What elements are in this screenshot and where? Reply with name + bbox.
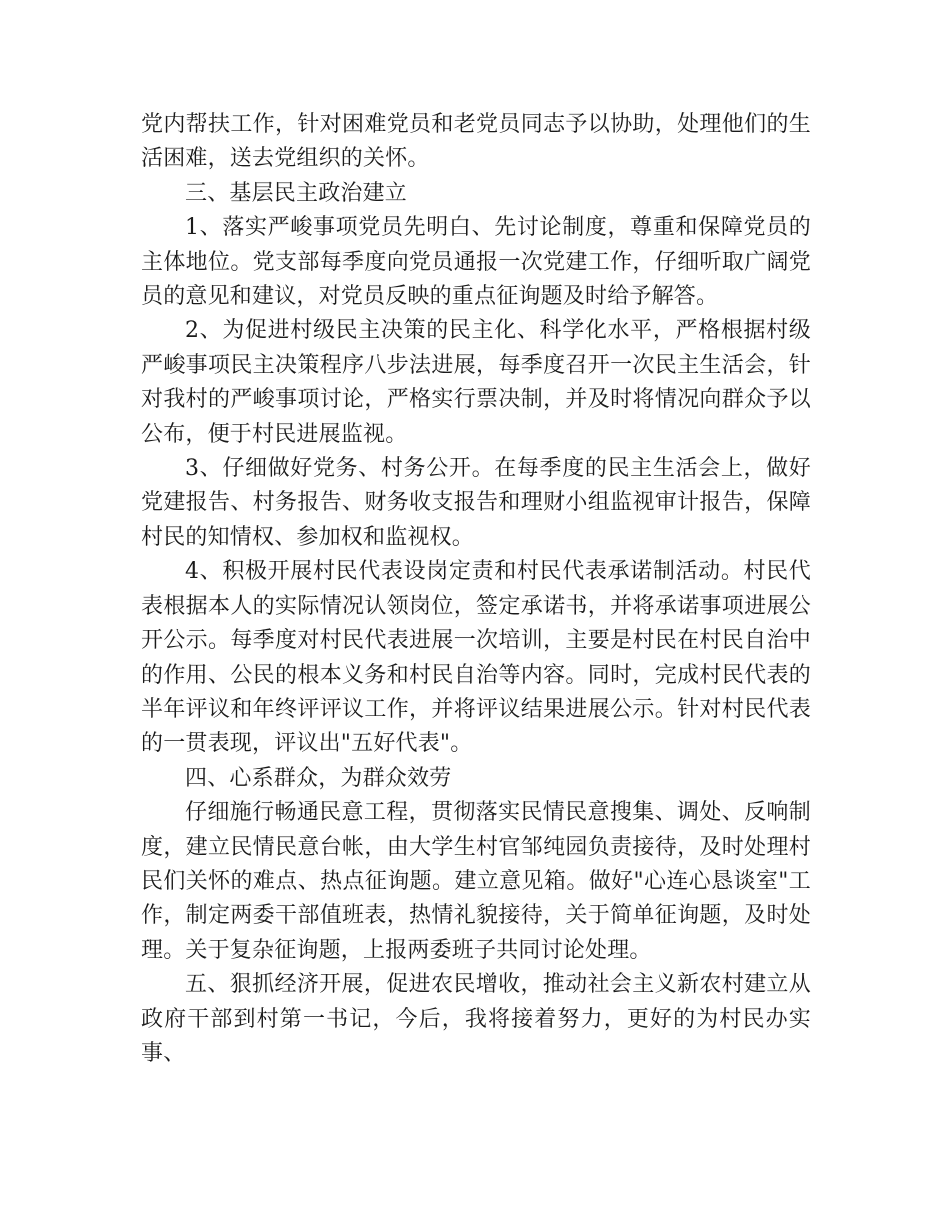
section-heading-5: 五、狠抓经济开展，促进农民增收，推动社会主义新农村建立从政府干部到村第一书记，今后，我将接着努力，更好的为村民办实事、 [141, 972, 811, 1066]
paragraph-item-2: 2、为促进村级民主决策的民主化、科学化水平，严格根据村级严峻事项民主决策程序八步法进展，每季度召开一次民主生活会，针对我村的严峻事项讨论，严格实行票决制，并及时将情况向群众予以公布，便于村民进展监视。 [141, 318, 811, 447]
paragraph-continuation: 党内帮扶工作，针对困难党员和老党员同志予以协助，处理他们的生活困难，送去党组织的关怀。 [141, 112, 811, 172]
section-heading-4: 四、心系群众，为群众效劳 [185, 765, 452, 791]
paragraph-item-3: 3、仔细做好党务、村务公开。在每季度的民主生活会上，做好党建报告、村务报告、财务收支报告和理财小组监视审计报告，保障村民的知情权、参加权和监视权。 [141, 456, 811, 550]
paragraph-item-1: 1、落实严峻事项党员先明白、先讨论制度，尊重和保障党员的主体地位。党支部每季度向党员通报一次党建工作，仔细听取广阔党员的意见和建议，对党员反映的重点征询题及时给予解答。 [141, 215, 811, 310]
paragraph-section-4-body: 仔细施行畅通民意工程，贯彻落实民情民意搜集、调处、反响制度，建立民情民意台帐，由大学生村官邹纯园负责接待，及时处理村民们关怀的难点、热点征询题。建立意见箱。做好"心连心恳谈室"工作，制定两委干部值班表，热情礼貌接待，关于简单征询题，及时处理。关于复杂征询题，上报两委班子共同讨论处理。 [141, 800, 811, 963]
paragraph-item-4: 4、积极开展村民代表设岗定责和村民代表承诺制活动。村民代表根据本人的实际情况认领岗位，签定承诺书，并将承诺事项进展公开公示。每季度对村民代表进展一次培训，主要是村民在村民自治中的作用、公民的根本义务和村民自治等内容。同时，完成村民代表的半年评议和年终评评议工作，并将评议结果进展公示。针对村民代表的一贯表现，评议出"五好代表"。 [141, 559, 811, 757]
document-body [141, 108, 811, 1071]
section-heading-3: 三、基层民主政治建立 [185, 180, 408, 206]
